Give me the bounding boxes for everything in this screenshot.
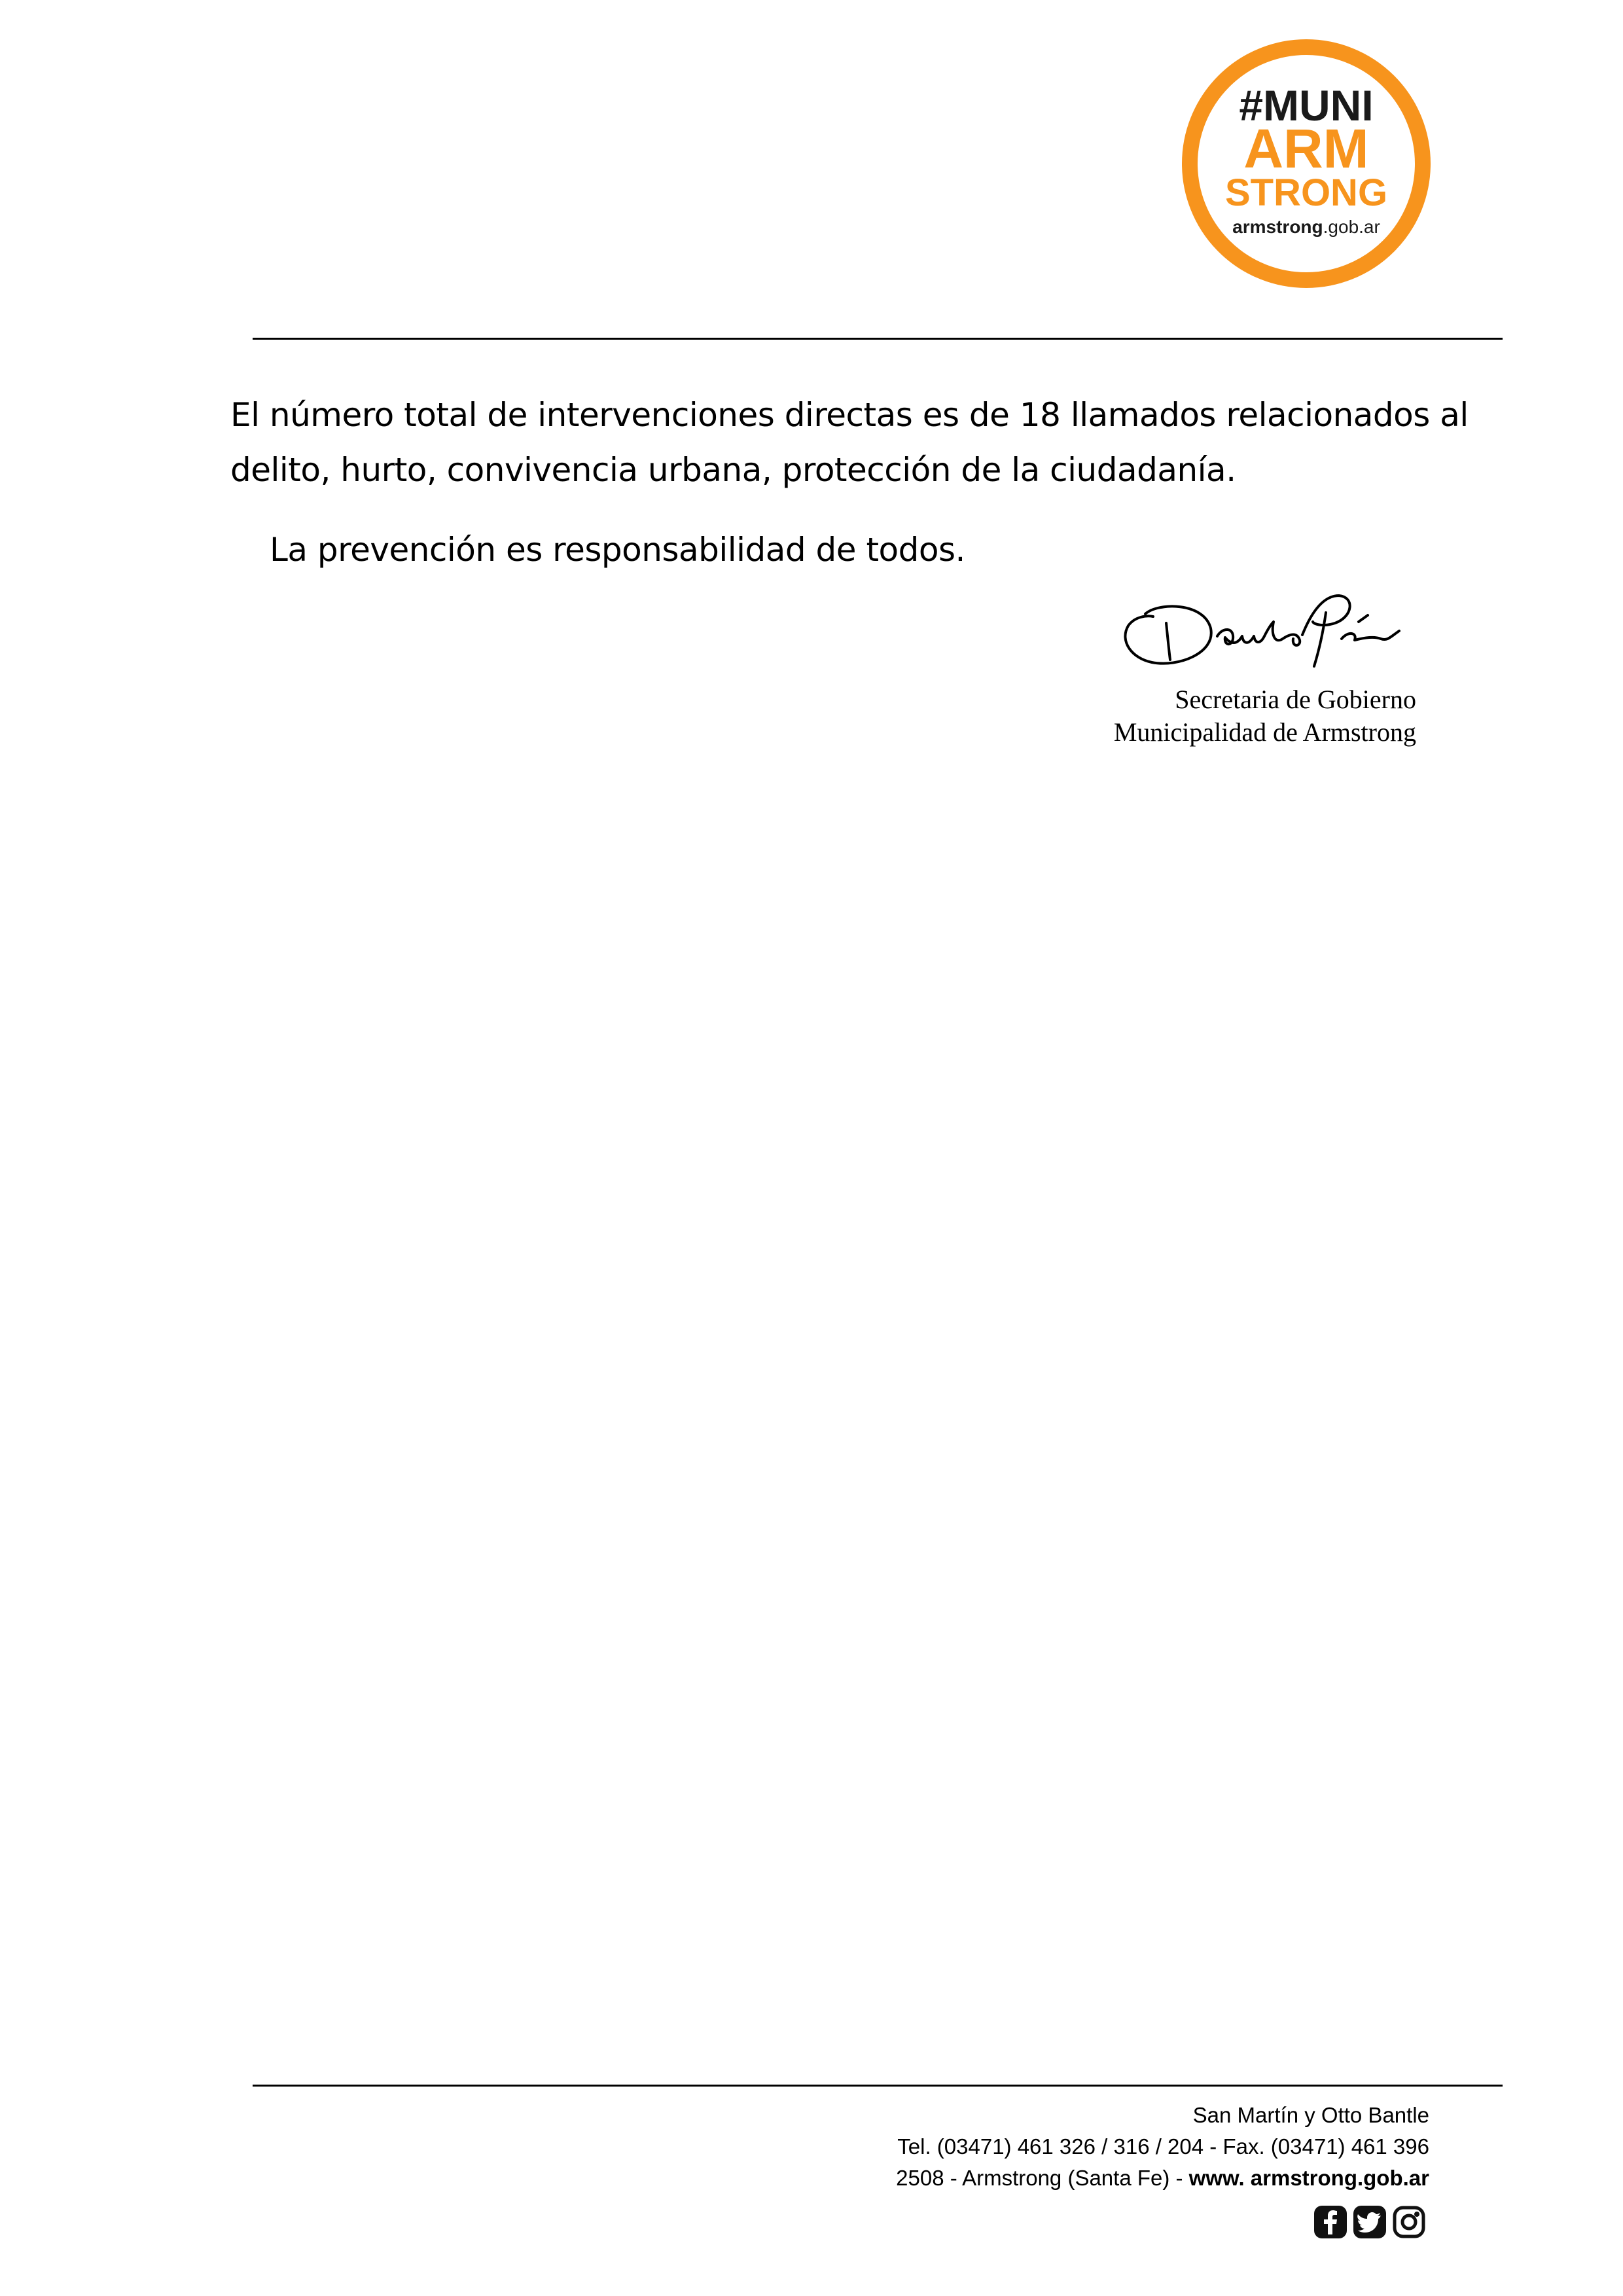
instagram-icon[interactable] [1391,2204,1427,2240]
footer-divider [253,2085,1503,2087]
report-paragraph [230,387,1474,497]
logo-text-strong: STRONG [1224,171,1388,214]
facebook-icon[interactable] [1313,2204,1348,2240]
social-links [1313,2204,1427,2240]
closing-sentence: La prevención es responsabilidad de todos. [270,531,965,569]
logo-text-muni: #MUNI [1239,81,1374,130]
logo-domain-bold: armstrong [1232,217,1323,237]
signatory-title: Secretaria de Gobierno [1175,685,1416,714]
twitter-icon[interactable] [1352,2204,1387,2240]
logo-domain-rest: .gob.ar [1323,217,1380,237]
footer-phones: Tel. (03471) 461 326 / 316 / 204 - Fax. (03471) 461 396 [897,2134,1429,2159]
signatory-institution: Municipalidad de Armstrong [1113,717,1416,747]
logo-domain [1232,217,1380,237]
logo-text-arm: ARM [1243,118,1369,179]
handwritten-signature [1106,576,1420,687]
footer-city: 2508 - Armstrong (Santa Fe) - [896,2166,1189,2190]
footer-city-web [896,2162,1429,2194]
paragraph-line-1: El número total de intervenciones directas es de 18 llamados relacionados al [230,396,1469,434]
paragraph-line-2: delito, hurto, convivencia urbana, protección de la ciudadanía. [230,451,1236,489]
footer-website-link[interactable]: www. armstrong.gob.ar [1188,2166,1429,2190]
municipality-logo [1181,38,1432,289]
footer-address: San Martín y Otto Bantle [1192,2103,1429,2127]
header-divider [253,338,1503,340]
